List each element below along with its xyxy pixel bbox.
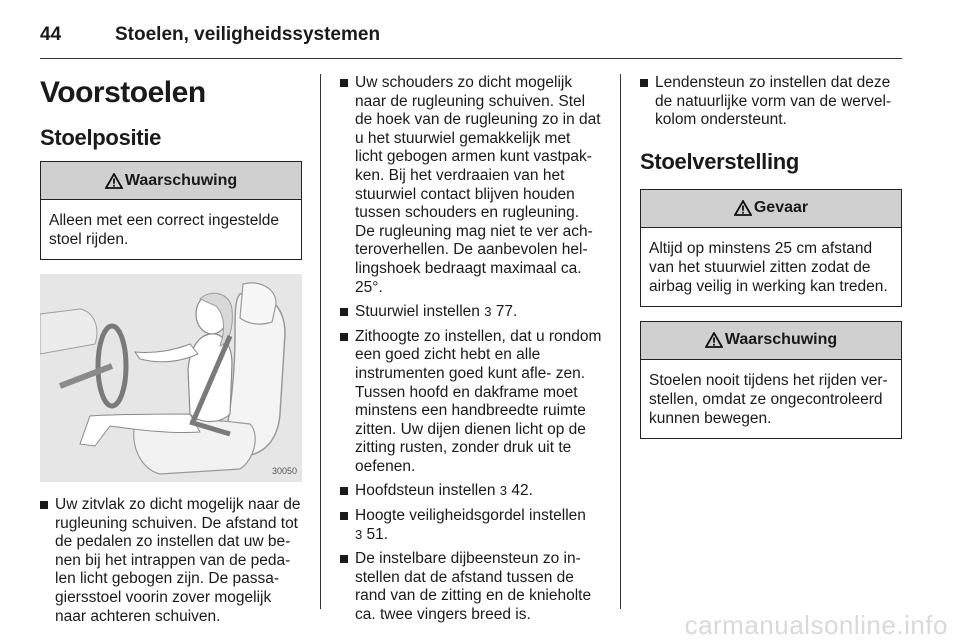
- subsection-title-stoelpositie: Stoelpositie: [40, 125, 162, 150]
- column-1: [40, 74, 302, 632]
- warning-box-text: Stoelen nooit tijdens het rijden ver- stellen, omdat ze ongecontroleerd kunnen bewegen.: [649, 371, 888, 427]
- warning-box: [640, 321, 902, 439]
- column-divider: [620, 74, 621, 609]
- list-item: Lendensteun zo instellen dat deze de natuurlijke vorm van de wervel- kolom ondersteunt.: [640, 74, 902, 130]
- bullet-list-col2: [340, 74, 602, 625]
- subsection-title-stoelverstelling: Stoelverstelling: [640, 148, 800, 174]
- warning-heading-text: Waarschuwing: [124, 171, 238, 189]
- bullet-square-icon: [340, 79, 348, 87]
- bullet-square-icon: [340, 555, 348, 563]
- page-number: 44: [40, 24, 62, 45]
- danger-box-text: Altijd op minstens 25 cm afstand van het stuurwiel zitten zodat de airbag veilig in werking kan treden.: [649, 239, 888, 295]
- list-item: De instelbare dijbeensteun zo in- stellen dat de afstand tussen de rand van de zitting en de knieholte ca. twee vingers breed is.: [340, 550, 602, 624]
- bullet-square-icon: [640, 79, 648, 87]
- bullet-square-icon: [40, 501, 48, 509]
- bullet-square-icon: [340, 512, 348, 520]
- warning-triangle-icon: [105, 173, 123, 189]
- warning-triangle-icon: [705, 332, 723, 348]
- list-item: Uw schouders zo dicht mogelijk naar de rugleuning schuiven. Stel de hoek van de rugleuning zo in dat u het stuurwiel gemakkelijk met licht gebogen armen kunt vastpak- ken. Bij het verdraaien van het stuurwiel contact blijven houden tussen schouders en rugleuning. De rugleuning mag niet te ver ach- teroverhellen. De aanbevolen hel- lingshoek bedraagt maximaal ca. 25°.: [340, 74, 602, 297]
- bullet-square-icon: [340, 487, 348, 495]
- danger-heading-text: Gevaar: [753, 199, 809, 217]
- page-reference[interactable]: 77.: [495, 303, 518, 321]
- warning-box: [40, 161, 302, 260]
- danger-box-heading: [641, 190, 901, 228]
- header-rule: [40, 58, 902, 59]
- page-header: [40, 18, 900, 60]
- bullet-list-col3: [640, 74, 902, 130]
- warning-box-heading: [41, 162, 301, 200]
- column-2: [340, 74, 602, 631]
- list-item: Zithoogte zo instellen, dat u rondom een goed zicht hebt en alle instrumenten goed kunt afle- zen. Tussen hoofd en dakframe moet minstens een handbreedte ruimte zitten. Uw dijen dienen licht op de zitting rusten, zonder druk uit te oefenen.: [340, 328, 602, 477]
- seat-position-illustration: [40, 274, 302, 482]
- list-item: Uw zitvlak zo dicht mogelijk naar de rugleuning schuiven. De afstand tot de pedalen zo instellen dat uw be- nen bij het intrappen van de peda- len licht gebogen zijn. De passa- giersstoel voorin zover mogelijk naar achteren schuiven.: [40, 496, 302, 626]
- page-reference[interactable]: 51.: [366, 525, 389, 543]
- warning-box-heading: [641, 322, 901, 360]
- warning-heading-text: Waarschuwing: [724, 331, 838, 349]
- list-item: Hoofdsteun instellen 3 42.: [340, 482, 602, 501]
- running-title: Stoelen, veiligheidssystemen: [115, 24, 381, 45]
- page-reference-arrow-icon: 3: [484, 304, 492, 320]
- page-reference-arrow-icon: 3: [355, 526, 363, 542]
- bullet-square-icon: [340, 308, 348, 316]
- page-reference[interactable]: 42.: [511, 482, 533, 500]
- section-title: Voorstoelen: [40, 76, 206, 109]
- list-item: Hoogte veiligheidsgordel instellen 3 51.: [340, 507, 602, 544]
- list-item: Stuurwiel instellen 3 77.: [340, 303, 602, 322]
- watermark: carmanualsonline.info: [684, 610, 948, 640]
- column-3: [640, 74, 902, 453]
- illustration-code: 30050: [272, 466, 298, 476]
- column-divider: [320, 74, 321, 609]
- page-reference-arrow-icon: 3: [499, 483, 508, 499]
- bullet-list-col1: [40, 496, 302, 626]
- bullet-square-icon: [340, 333, 348, 341]
- warning-triangle-icon: [734, 200, 752, 216]
- warning-box-text: Alleen met een correct ingestelde stoel rijden.: [49, 212, 280, 248]
- danger-box: [640, 189, 902, 307]
